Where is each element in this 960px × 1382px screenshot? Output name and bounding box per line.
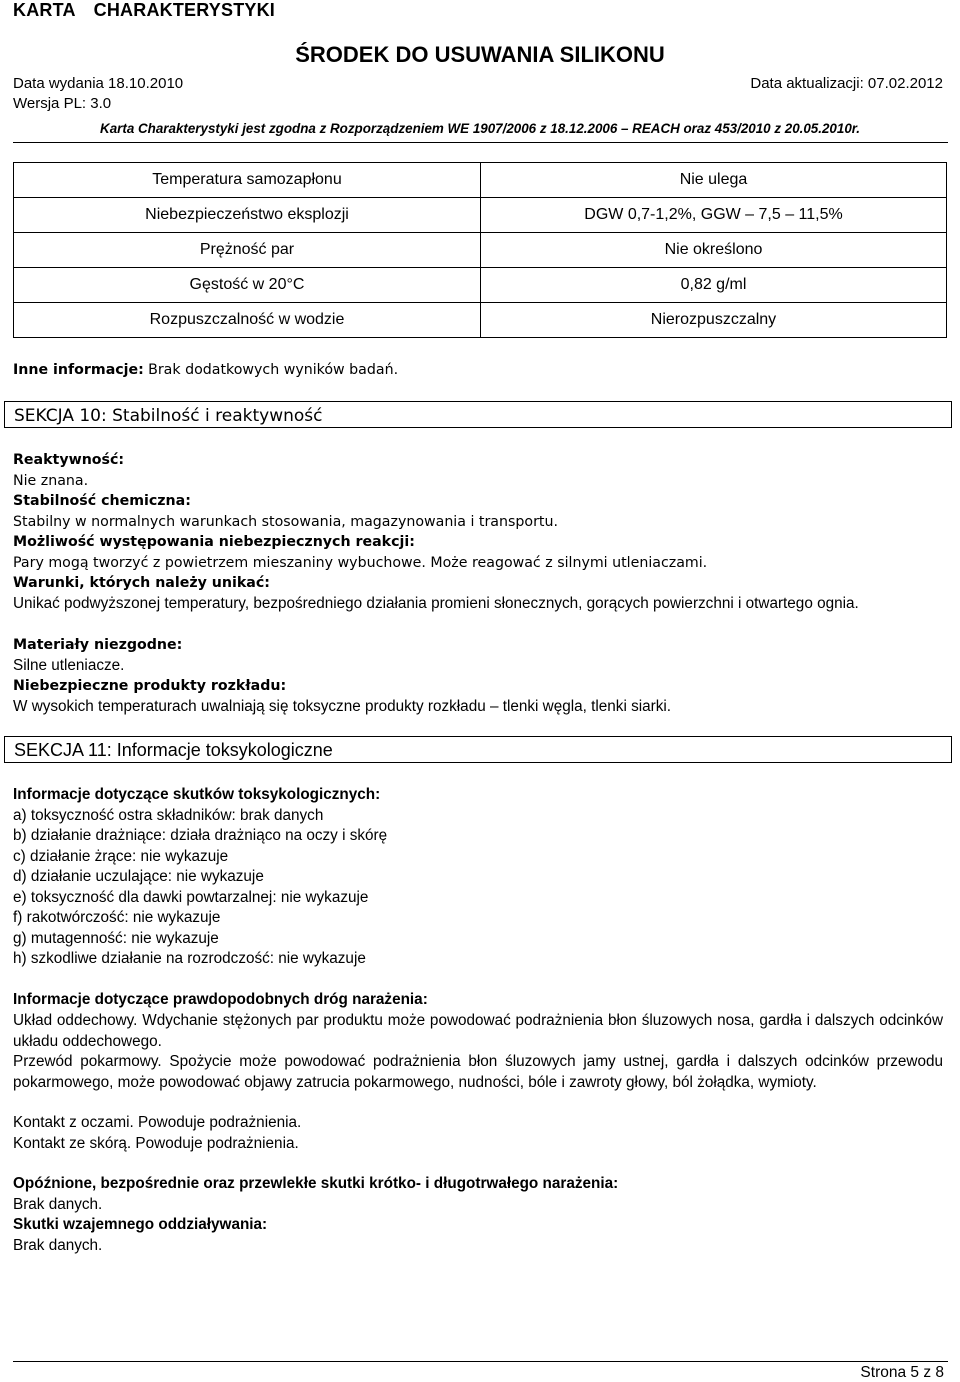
exposure-eyes: Kontakt z oczami. Powoduje podrażnienia. bbox=[13, 1114, 302, 1131]
regulation-note: Karta Charakterystyki jest zgodna z Rozporządzeniem WE 1907/2006 z 18.12.2006 – REACH oraz 453/2010 z 20.05.2010r. bbox=[100, 121, 860, 136]
section-11-title: SEKCJA 11: Informacje toksykologiczne bbox=[14, 740, 333, 760]
table-row bbox=[14, 198, 947, 233]
property-name: Rozpuszczalność w wodzie bbox=[14, 303, 481, 338]
delayed-label: Opóźnione, bezpośrednie oraz przewlekłe skutki krótko- i długotrwałego narażenia: bbox=[13, 1175, 619, 1192]
property-name: Gęstość w 20°C bbox=[14, 268, 481, 303]
footer-divider bbox=[13, 1361, 948, 1362]
tox-item: a) toksyczność ostra składników: brak danych bbox=[13, 807, 324, 824]
decomposition-text: W wysokich temperaturach uwalniają się toksyczne produkty rozkładu – tlenki węgla, tlenki siarki. bbox=[13, 698, 672, 715]
property-name: Temperatura samozapłonu bbox=[14, 163, 481, 198]
table-row bbox=[14, 268, 947, 303]
tox-item: e) toksyczność dla dawki powtarzalnej: nie wykazuje bbox=[13, 889, 369, 906]
avoid-label: Warunki, których należy unikać: bbox=[13, 575, 270, 591]
section-10-title: SEKCJA 10: Stabilność i reaktywność bbox=[14, 406, 323, 426]
table-row bbox=[14, 163, 947, 198]
tox-item: b) działanie drażniące: działa drażniąco na oczy i skórę bbox=[13, 827, 388, 844]
header-divider bbox=[13, 142, 948, 143]
section-10-header bbox=[4, 401, 952, 428]
page-number: Strona 5 z 8 bbox=[860, 1364, 944, 1381]
version: Wersja PL: 3.0 bbox=[13, 95, 112, 112]
decomposition-label: Niebezpieczne produkty rozkładu: bbox=[13, 678, 287, 694]
document-title bbox=[13, 0, 275, 21]
issue-date: Data wydania 18.10.2010 bbox=[13, 75, 184, 92]
property-name: Niebezpieczeństwo eksplozji bbox=[14, 198, 481, 233]
other-info-text: Brak dodatkowych wyników badań. bbox=[148, 362, 399, 378]
incompatible-text: Silne utleniacze. bbox=[13, 657, 125, 674]
exposure-respiratory: Układ oddechowy. Wdychanie stężonych par produktu może powodować podrażnienia błon śluzowych nosa, gardła i dalszych odcinków układu oddechowego. bbox=[13, 1012, 943, 1050]
property-value: 0,82 g/ml bbox=[481, 268, 947, 303]
tox-item: d) działanie uczulające: nie wykazuje bbox=[13, 868, 264, 885]
interaction-label: Skutki wzajemnego oddziaływania: bbox=[13, 1216, 268, 1233]
reactivity-text: Nie znana. bbox=[13, 473, 89, 489]
property-name: Prężność par bbox=[14, 233, 481, 268]
title-part-2: CHARAKTERYSTYKI bbox=[93, 0, 275, 20]
exposure-label: Informacje dotyczące prawdopodobnych dróg narażenia: bbox=[13, 991, 428, 1008]
tox-item: f) rakotwórczość: nie wykazuje bbox=[13, 909, 221, 926]
reactivity-label: Reaktywność: bbox=[13, 452, 125, 468]
delayed-text: Brak danych. bbox=[13, 1196, 103, 1213]
tox-item: h) szkodliwe działanie na rozrodczość: nie wykazuje bbox=[13, 950, 366, 967]
exposure-skin: Kontakt ze skórą. Powoduje podrażnienia. bbox=[13, 1135, 299, 1152]
title-part-1: KARTA bbox=[13, 0, 76, 20]
tox-item: g) mutagenność: nie wykazuje bbox=[13, 930, 219, 947]
product-name: ŚRODEK DO USUWANIA SILIKONU bbox=[295, 42, 665, 67]
property-value: DGW 0,7-1,2%, GGW – 7,5 – 11,5% bbox=[481, 198, 947, 233]
stability-text: Stabilny w normalnych warunkach stosowania, magazynowania i transportu. bbox=[13, 514, 558, 530]
update-date: Data aktualizacji: 07.02.2012 bbox=[750, 75, 943, 92]
property-value: Nierozpuszczalny bbox=[481, 303, 947, 338]
interaction-text: Brak danych. bbox=[13, 1237, 103, 1254]
other-info-label: Inne informacje: bbox=[13, 362, 144, 378]
table-row bbox=[14, 303, 947, 338]
stability-label: Stabilność chemiczna: bbox=[13, 493, 191, 509]
hazard-text: Pary mogą tworzyć z powietrzem mieszaniny wybuchowe. Może reagować z silnymi utleniaczami. bbox=[13, 555, 708, 571]
section-11-header bbox=[4, 736, 952, 763]
incompatible-label: Materiały niezgodne: bbox=[13, 637, 183, 653]
other-info bbox=[13, 360, 398, 381]
property-value: Nie ulega bbox=[481, 163, 947, 198]
table-row bbox=[14, 233, 947, 268]
properties-table bbox=[13, 162, 947, 338]
avoid-text: Unikać podwyższonej temperatury, bezpośredniego działania promieni słonecznych, gorących powierzchni i otwartego ognia. bbox=[13, 595, 859, 612]
tox-label: Informacje dotyczące skutków toksykologicznych: bbox=[13, 786, 381, 803]
exposure-oral: Przewód pokarmowy. Spożycie może powodować podrażnienia błon śluzowych jamy ustnej, gardła i dalszych odcinków przewodu pokarmowego, może powodować objawy zatrucia pokarmowego, nudności, bóle i zawroty głowy, ból żołądka, wymioty. bbox=[13, 1053, 943, 1091]
property-value: Nie określono bbox=[481, 233, 947, 268]
tox-item: c) działanie żrące: nie wykazuje bbox=[13, 848, 229, 865]
hazard-label: Możliwość występowania niebezpiecznych reakcji: bbox=[13, 534, 415, 550]
